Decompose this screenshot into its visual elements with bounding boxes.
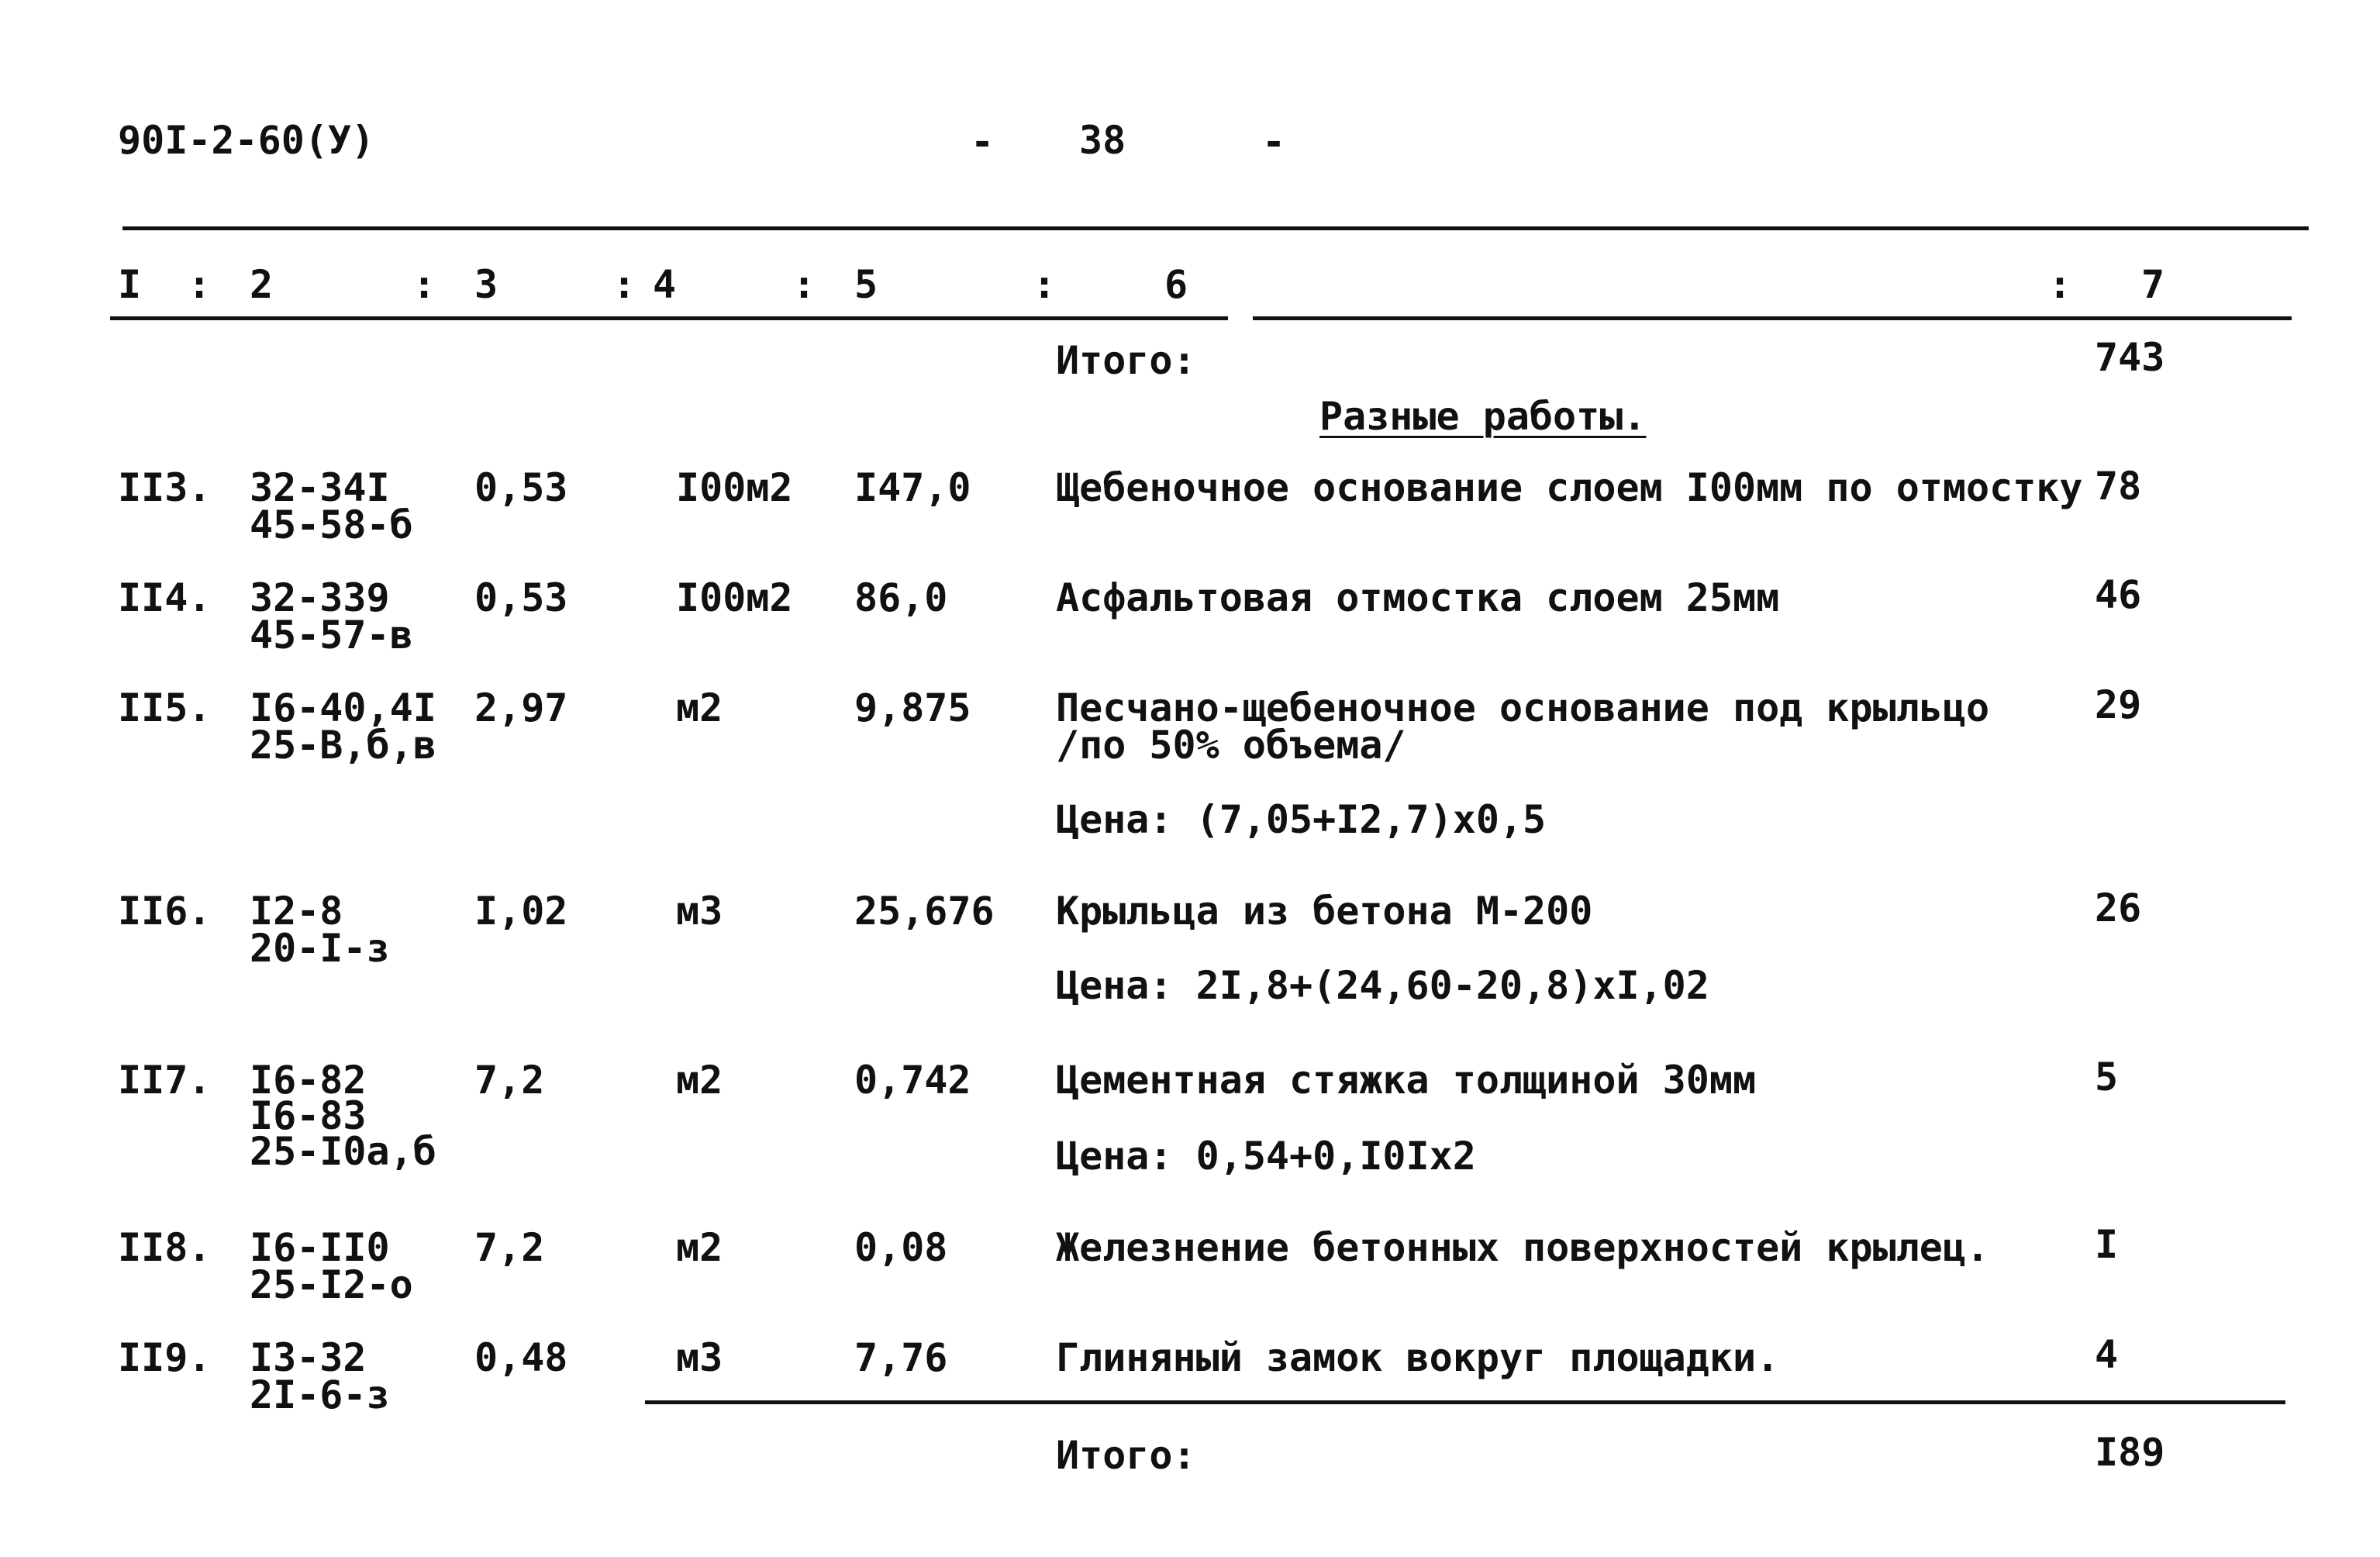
row-number: II5. — [118, 685, 212, 730]
col-header-1: I — [118, 262, 142, 307]
row-total: 46 — [2095, 572, 2142, 617]
subtotal-top-value: 743 — [2095, 335, 2165, 380]
row-unit-price: 0,742 — [854, 1058, 971, 1103]
row-description: Асфальтовая отмостка слоем 25мм — [1056, 575, 1780, 620]
row-unit: м2 — [676, 685, 723, 730]
col-header-6: 6 — [1164, 262, 1188, 307]
row-unit: I00м2 — [676, 575, 793, 620]
row-quantity: 7,2 — [474, 1058, 545, 1103]
col-header-7: 7 — [2141, 262, 2165, 307]
row-unit: м2 — [676, 1058, 723, 1103]
page-dash-right: - — [1262, 119, 1286, 164]
column-header-rule-right — [1253, 316, 2292, 320]
col-sep-1: : — [188, 262, 212, 307]
row-unit-price: 0,08 — [854, 1225, 948, 1270]
row-price-note: Цена: 2I,8+(24,60-20,8)хI,02 — [1056, 963, 1709, 1008]
row-code-line: 2I-6-з — [250, 1372, 390, 1417]
col-sep-3: : — [612, 262, 636, 307]
row-total: 5 — [2095, 1055, 2119, 1100]
row-number: II9. — [118, 1335, 212, 1380]
subtotal-top-label: Итого: — [1056, 338, 1196, 383]
row-code-line: 20-I-з — [250, 926, 390, 971]
row-quantity: I,02 — [474, 889, 568, 934]
row-code-line: 32-339 — [250, 575, 390, 620]
row-code-line: I6-II0 — [250, 1225, 390, 1270]
row-quantity: 7,2 — [474, 1225, 545, 1270]
row-total: 26 — [2095, 886, 2142, 930]
row-code-line: I2-8 — [250, 889, 343, 934]
row-description: Цементная стяжка толщиной 30мм — [1056, 1058, 1757, 1103]
col-sep-6: : — [2048, 262, 2072, 307]
row-description: Железнение бетонных поверхностей крылец. — [1056, 1225, 1990, 1270]
row-description: Крыльца из бетона М-200 — [1056, 889, 1593, 934]
row-code-line: 45-57-в — [250, 613, 413, 658]
page-number: 38 — [1079, 118, 1126, 163]
row-total: 29 — [2095, 682, 2142, 727]
document-code: 90I-2-60(У) — [118, 118, 375, 163]
row-quantity: 2,97 — [474, 685, 568, 730]
row-code-line: I6-83 — [250, 1093, 367, 1138]
col-sep-2: : — [412, 262, 436, 307]
row-code-line: 25-I0а,б — [250, 1129, 436, 1174]
section-title: Разные работы. — [1319, 394, 1647, 439]
row-code-line: I6-40,4I — [250, 685, 436, 730]
row-unit-price: 9,875 — [854, 685, 971, 730]
row-unit: м3 — [676, 1335, 723, 1380]
row-total: 4 — [2095, 1332, 2119, 1377]
row-code-line: 32-34I — [250, 465, 390, 510]
row-description: Глиняный замок вокруг площадки. — [1056, 1335, 1780, 1380]
row-number: II4. — [118, 575, 212, 620]
row-number: II3. — [118, 465, 212, 510]
subtotal-bottom-label: Итого: — [1056, 1433, 1196, 1478]
row-description: Песчано-щебеночное основание под крыльцо — [1056, 685, 1990, 730]
row-price-note: Цена: (7,05+I2,7)х0,5 — [1056, 797, 1547, 842]
row-total: 78 — [2095, 464, 2142, 509]
col-header-2: 2 — [250, 262, 274, 307]
row-quantity: 0,53 — [474, 575, 568, 620]
row-unit-price: 86,0 — [854, 575, 948, 620]
row-unit-price: I47,0 — [854, 465, 971, 510]
row-description: /по 50% объема/ — [1056, 723, 1406, 768]
col-header-3: 3 — [474, 262, 498, 307]
header-top-rule — [122, 226, 2309, 230]
col-sep-4: : — [792, 262, 816, 307]
column-header-rule-left — [110, 316, 1228, 320]
row-number: II7. — [118, 1058, 212, 1103]
row-code-line: 25-I2-о — [250, 1262, 413, 1307]
row-quantity: 0,48 — [474, 1335, 568, 1380]
row-quantity: 0,53 — [474, 465, 568, 510]
row-unit: I00м2 — [676, 465, 793, 510]
col-header-5: 5 — [854, 262, 878, 307]
row-unit: м2 — [676, 1225, 723, 1270]
row-number: II8. — [118, 1225, 212, 1270]
row-code-line: 25-В,б,в — [250, 723, 436, 768]
row-description: Щебеночное основание слоем I00мм по отмостку — [1056, 465, 2083, 510]
row-number: II6. — [118, 889, 212, 934]
row-unit: м3 — [676, 889, 723, 934]
row-unit-price: 7,76 — [854, 1335, 948, 1380]
subtotal-bottom-value: I89 — [2095, 1430, 2165, 1475]
row-code-line: 45-58-б — [250, 502, 413, 547]
row-total: I — [2095, 1222, 2119, 1267]
col-sep-5: : — [1033, 262, 1057, 307]
row-code-line: I6-82 — [250, 1058, 367, 1103]
row-unit-price: 25,676 — [854, 889, 995, 934]
row-code-line: I3-32 — [250, 1335, 367, 1380]
col-header-4: 4 — [653, 262, 677, 307]
page-dash-left: - — [971, 119, 995, 164]
subtotal-rule — [645, 1400, 2285, 1404]
row-price-note: Цена: 0,54+0,I0Iх2 — [1056, 1134, 1476, 1179]
